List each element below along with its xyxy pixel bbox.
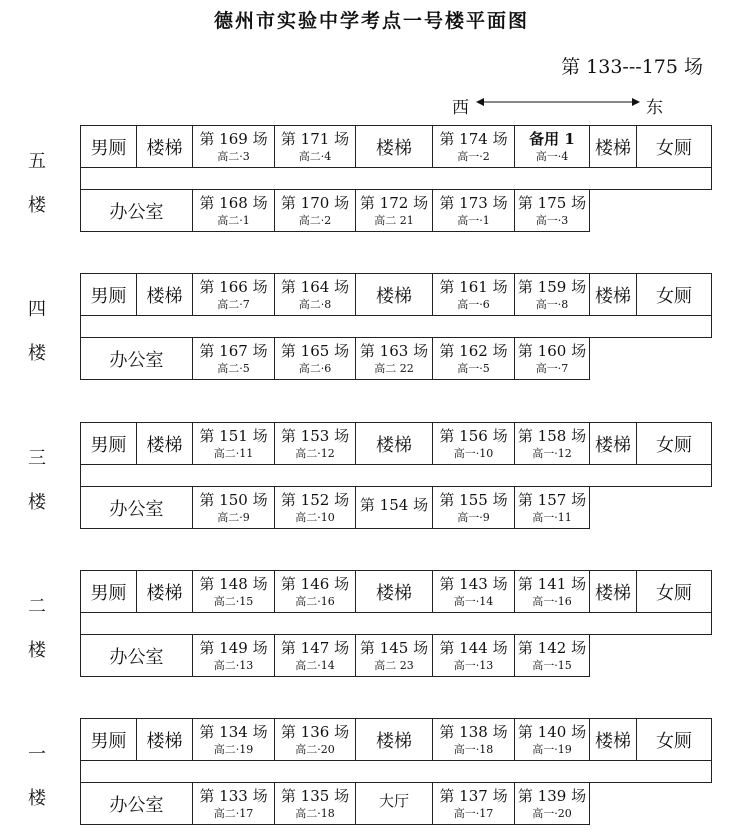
- exam-room: [515, 274, 590, 316]
- room-number: 第 164 场: [280, 277, 350, 296]
- floor-number: 一: [28, 744, 46, 765]
- stairs-east: 楼梯: [590, 274, 637, 316]
- room-number: 第 146 场: [280, 574, 350, 593]
- mens-restroom: 男厕: [81, 719, 137, 761]
- class-label: 高二 21: [374, 213, 414, 227]
- floor-table: [80, 125, 712, 232]
- class-label: 高一·2: [457, 149, 490, 163]
- class-label: 高一·9: [457, 510, 490, 524]
- exam-room: [515, 571, 590, 613]
- floor-number: 三: [28, 448, 46, 469]
- room-number: 第 153 场: [280, 426, 350, 445]
- class-label: 高二·11: [213, 446, 254, 460]
- room-number: 第 141 场: [517, 574, 587, 593]
- class-label: 高一·12: [532, 446, 572, 460]
- office: 办公室: [81, 338, 193, 380]
- room-number: 第 137 场: [439, 786, 508, 805]
- room-number: 第 156 场: [439, 426, 508, 445]
- room-number: 第 168 场: [199, 193, 268, 212]
- exam-room: [193, 487, 275, 529]
- room-number: 第 157 场: [517, 490, 587, 509]
- corridor: [81, 316, 712, 338]
- stairs-east: 楼梯: [590, 719, 637, 761]
- room-number: 第 160 场: [517, 341, 587, 360]
- class-label: 高二·17: [213, 806, 254, 820]
- room-number: 第 166 场: [199, 277, 268, 296]
- exam-room: [515, 190, 590, 232]
- mens-restroom: 男厕: [81, 571, 137, 613]
- exam-room: [275, 487, 356, 529]
- exam-room: [193, 274, 275, 316]
- womens-restroom: 女厕: [637, 423, 712, 465]
- exam-room: [275, 274, 356, 316]
- page-title: 德州市实验中学考点一号楼平面图: [213, 10, 529, 32]
- room-number: 第 175 场: [517, 193, 587, 212]
- floor-number: 五: [28, 151, 46, 172]
- corridor: [81, 761, 712, 783]
- class-label: 高二·7: [217, 297, 250, 311]
- room-number: 大厅: [378, 792, 409, 810]
- class-label: 高一·4: [535, 149, 569, 163]
- stairs-center: 楼梯: [356, 571, 433, 613]
- room-number: 第 151 场: [199, 426, 268, 445]
- room-number: 第 148 场: [199, 574, 268, 593]
- class-label: 高一·5: [457, 361, 490, 375]
- room-number: 第 143 场: [439, 574, 508, 593]
- exam-room: [515, 338, 590, 380]
- class-label: 高二·15: [213, 594, 254, 608]
- class-label: 高二·2: [298, 213, 332, 227]
- floor-table: [80, 273, 712, 380]
- class-label: 高一·18: [453, 742, 494, 756]
- class-label: 高二·4: [298, 149, 332, 163]
- class-label: 高一·10: [453, 446, 494, 460]
- room-number: 第 158 场: [517, 426, 587, 445]
- exam-room: [433, 274, 515, 316]
- class-label: 高一·19: [532, 742, 572, 756]
- stairs-center: 楼梯: [356, 274, 433, 316]
- class-label: 高二·8: [298, 297, 332, 311]
- exam-room: [193, 190, 275, 232]
- womens-restroom: 女厕: [637, 274, 712, 316]
- corridor: [81, 613, 712, 635]
- room-number: 第 149 场: [199, 638, 268, 657]
- empty-space: [590, 190, 712, 232]
- floor-suffix: 楼: [28, 788, 46, 809]
- office: 办公室: [81, 635, 193, 677]
- exam-room: [275, 635, 356, 677]
- exam-room: [356, 635, 433, 677]
- class-label: 高二·16: [295, 594, 335, 608]
- exam-room: [193, 338, 275, 380]
- exam-room: [275, 190, 356, 232]
- office: 办公室: [81, 783, 193, 825]
- floor-table: [80, 570, 712, 677]
- office: 办公室: [81, 487, 193, 529]
- floor-suffix: 楼: [28, 195, 46, 216]
- class-label: 高二·6: [298, 361, 332, 375]
- room-number: 第 155 场: [439, 490, 508, 509]
- room-number: 第 169 场: [199, 129, 268, 148]
- room-number: 第 135 场: [280, 786, 350, 805]
- room-number: 备用 1: [529, 129, 575, 148]
- stairs-west: 楼梯: [137, 571, 193, 613]
- room-number: 第 136 场: [280, 722, 350, 741]
- floor-suffix: 楼: [28, 343, 46, 364]
- exam-room: [515, 719, 590, 761]
- stairs-center: 楼梯: [356, 423, 433, 465]
- class-label: 高一·7: [535, 361, 569, 375]
- floor-number: 四: [28, 299, 46, 320]
- room-number: 第 174 场: [439, 129, 508, 148]
- class-label: 高一·15: [532, 658, 572, 672]
- west-east-arrow-icon: [476, 95, 640, 109]
- class-label: 高一·11: [532, 510, 572, 524]
- exam-room: [356, 783, 433, 825]
- room-number: 第 161 场: [439, 277, 508, 296]
- stairs-east: 楼梯: [590, 423, 637, 465]
- stairs-center: 楼梯: [356, 126, 433, 168]
- mens-restroom: 男厕: [81, 423, 137, 465]
- empty-space: [590, 635, 712, 677]
- exam-room: [515, 126, 590, 168]
- room-number: 第 171 场: [280, 129, 350, 148]
- floor-suffix: 楼: [28, 492, 46, 513]
- west-label: 西: [452, 98, 469, 118]
- room-number: 第 145 场: [359, 638, 429, 657]
- class-label: 高二·20: [295, 742, 335, 756]
- class-label: 高二·5: [217, 361, 250, 375]
- exam-room: [356, 338, 433, 380]
- womens-restroom: 女厕: [637, 719, 712, 761]
- room-number: 第 167 场: [199, 341, 268, 360]
- exam-room: [275, 338, 356, 380]
- stairs-center: 楼梯: [356, 719, 433, 761]
- exam-room: [193, 635, 275, 677]
- room-number: 第 142 场: [517, 638, 587, 657]
- stairs-west: 楼梯: [137, 423, 193, 465]
- mens-restroom: 男厕: [81, 274, 137, 316]
- mens-restroom: 男厕: [81, 126, 137, 168]
- class-label: 高二·9: [217, 510, 250, 524]
- room-number: 第 170 场: [280, 193, 350, 212]
- exam-room: [433, 635, 515, 677]
- room-number: 第 165 场: [280, 341, 350, 360]
- exam-room: [275, 783, 356, 825]
- room-number: 第 172 场: [359, 193, 429, 212]
- exam-room: [515, 487, 590, 529]
- corridor: [81, 465, 712, 487]
- exam-room: [275, 719, 356, 761]
- class-label: 高二 23: [374, 658, 414, 672]
- exam-room: [433, 719, 515, 761]
- exam-room: [275, 126, 356, 168]
- floor-table: [80, 718, 712, 825]
- stairs-west: 楼梯: [137, 274, 193, 316]
- exam-room-range: 第 133---175 场: [561, 56, 703, 78]
- class-label: 高一·20: [532, 806, 572, 820]
- exam-room: [433, 338, 515, 380]
- floor-table: [80, 422, 712, 529]
- room-number: 第 154 场: [359, 496, 429, 514]
- stairs-west: 楼梯: [137, 126, 193, 168]
- class-label: 高一·1: [457, 213, 490, 227]
- empty-space: [590, 783, 712, 825]
- exam-room: [193, 126, 275, 168]
- room-number: 第 140 场: [517, 722, 587, 741]
- stairs-east: 楼梯: [590, 126, 637, 168]
- room-number: 第 152 场: [280, 490, 350, 509]
- empty-space: [590, 487, 712, 529]
- class-label: 高一·3: [535, 213, 569, 227]
- room-number: 第 134 场: [199, 722, 268, 741]
- class-label: 高二·10: [295, 510, 335, 524]
- class-label: 高二·1: [217, 213, 250, 227]
- floor-number: 二: [28, 596, 46, 617]
- exam-room: [433, 190, 515, 232]
- class-label: 高二 22: [374, 361, 414, 375]
- exam-room: [275, 423, 356, 465]
- class-label: 高二·3: [217, 149, 250, 163]
- exam-room: [433, 126, 515, 168]
- room-number: 第 162 场: [439, 341, 508, 360]
- class-label: 高二·14: [295, 658, 335, 672]
- room-number: 第 144 场: [439, 638, 508, 657]
- womens-restroom: 女厕: [637, 571, 712, 613]
- empty-space: [590, 338, 712, 380]
- class-label: 高二·19: [213, 742, 254, 756]
- exam-room: [193, 423, 275, 465]
- exam-room: [193, 783, 275, 825]
- class-label: 高二·18: [295, 806, 335, 820]
- stairs-east: 楼梯: [590, 571, 637, 613]
- class-label: 高一·8: [535, 297, 569, 311]
- room-number: 第 173 场: [439, 193, 508, 212]
- exam-room: [433, 423, 515, 465]
- exam-room: [356, 190, 433, 232]
- class-label: 高二·13: [213, 658, 254, 672]
- floor-suffix: 楼: [28, 640, 46, 661]
- room-number: 第 139 场: [517, 786, 587, 805]
- exam-room: [433, 783, 515, 825]
- corridor: [81, 168, 712, 190]
- exam-room: [433, 487, 515, 529]
- exam-room: [356, 487, 433, 529]
- womens-restroom: 女厕: [637, 126, 712, 168]
- class-label: 高二·12: [295, 446, 335, 460]
- exam-room: [515, 423, 590, 465]
- class-label: 高一·13: [453, 658, 494, 672]
- office: 办公室: [81, 190, 193, 232]
- class-label: 高一·17: [453, 806, 494, 820]
- exam-room: [193, 571, 275, 613]
- room-number: 第 147 场: [280, 638, 350, 657]
- exam-room: [275, 571, 356, 613]
- exam-room: [515, 635, 590, 677]
- room-number: 第 133 场: [199, 786, 268, 805]
- east-label: 东: [646, 98, 663, 118]
- room-number: 第 163 场: [359, 341, 429, 360]
- class-label: 高一·14: [453, 594, 494, 608]
- class-label: 高一·6: [457, 297, 490, 311]
- room-number: 第 159 场: [517, 277, 587, 296]
- stairs-west: 楼梯: [137, 719, 193, 761]
- class-label: 高一·16: [532, 594, 572, 608]
- room-number: 第 150 场: [199, 490, 268, 509]
- exam-room: [515, 783, 590, 825]
- exam-room: [193, 719, 275, 761]
- room-number: 第 138 场: [439, 722, 508, 741]
- exam-room: [433, 571, 515, 613]
